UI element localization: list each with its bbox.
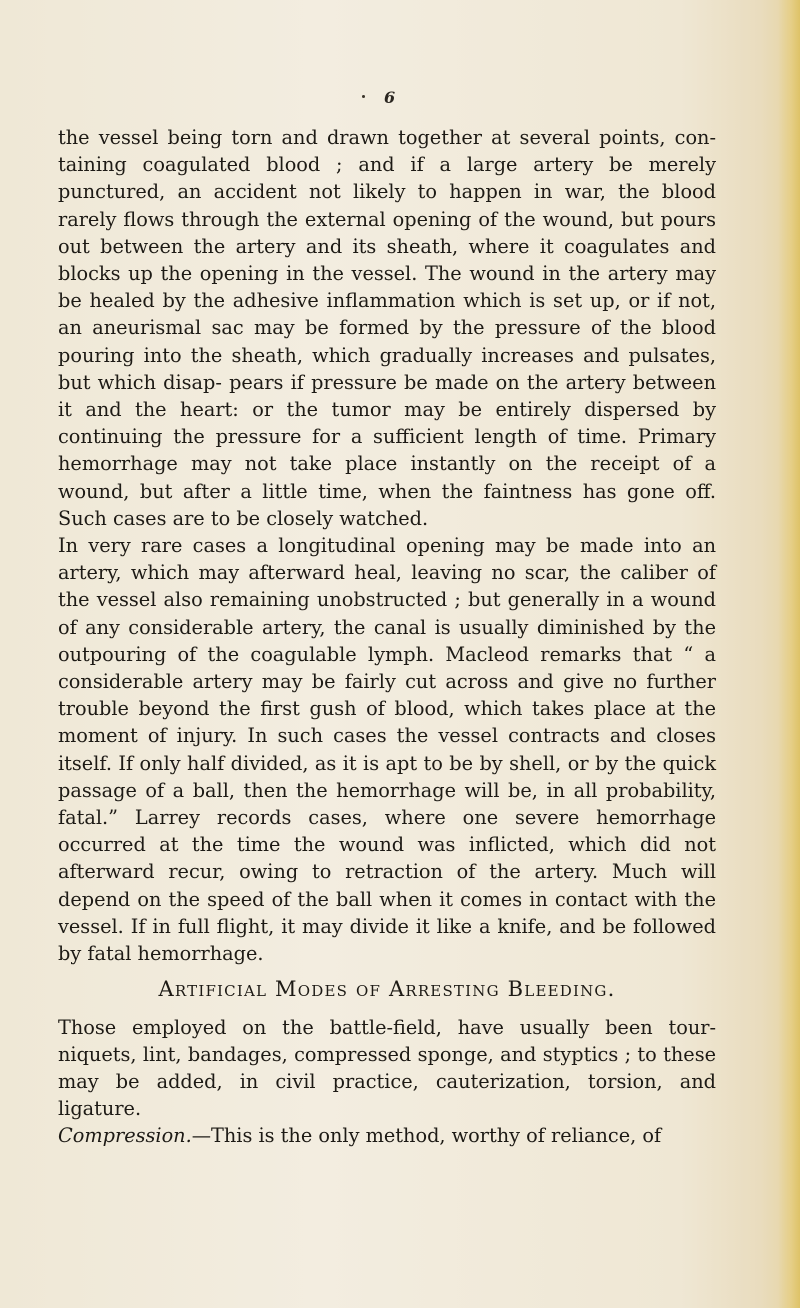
paragraph-4 bbox=[58, 1122, 716, 1149]
paragraph-1: the vessel being torn and drawn together at several points, con- taining coagulated blood ; and if a large artery be merely punctured, an accident not likely to happen in war, the blood rarely flows through the external opening of the wound, but pours out between the artery and its sheath, where it coagulates and blocks up the opening in the vessel. The wound in the artery may be healed by the adhesive inflammation which is set up, or if not, an aneurismal sac may be formed by the pressure of the blood pouring into the sheath, which gradually increases and pulsates, but which disap- pears if pressure be made on the artery between it and the heart: or the tumor may be entirely dispersed by continuing the pressure for a sufficient length of time. Primary hemorrhage may not take place instantly on the receipt of a wound, but after a little time, when the faintness has gone off. Such cases are to be closely watched. bbox=[58, 126, 716, 530]
body-text bbox=[58, 124, 716, 1150]
ink-dot bbox=[362, 95, 365, 98]
paragraph-2: In very rare cases a longitudinal opening may be made into an artery, which may afterward heal, leaving no scar, the caliber of the vessel also remaining unobstructed ; but generally in a wound of any considerable artery, the canal is usually diminished by the outpouring of the coagulable lymph. Macleod remarks that “ a considerable artery may be fairly cut across and give no further trouble beyond the first gush of blood, which takes place at the moment of injury. In such cases the vessel contracts and closes itself. If only half divided, as it is apt to be by shell, or by the quick passage of a ball, then the hemorrhage will be, in all probability, fatal.” Larrey records cases, where one severe hemorrhage occurred at the time the wound was inflicted, which did not afterward recur, owing to retraction of the artery. Much will depend on the speed of the ball when it comes in contact with the vessel. If in full flight, it may divide it like a knife, and be followed by fatal hemorrhage. bbox=[58, 534, 716, 966]
page-edge-discoloration bbox=[778, 0, 800, 1308]
paragraph-3: Those employed on the battle-field, have usually been tour- niquets, lint, bandages, compressed sponge, and styptics ; to these may be added, in civil practice, cauterization, torsion, and ligature. bbox=[58, 1015, 716, 1121]
compression-label: Compression. bbox=[58, 1124, 192, 1148]
section-heading: Artificial Modes of Arresting Bleeding. bbox=[158, 977, 616, 1002]
compression-text: —This is the only method, worthy of reliance, of bbox=[191, 1124, 662, 1148]
page-number: 6 bbox=[384, 88, 396, 107]
